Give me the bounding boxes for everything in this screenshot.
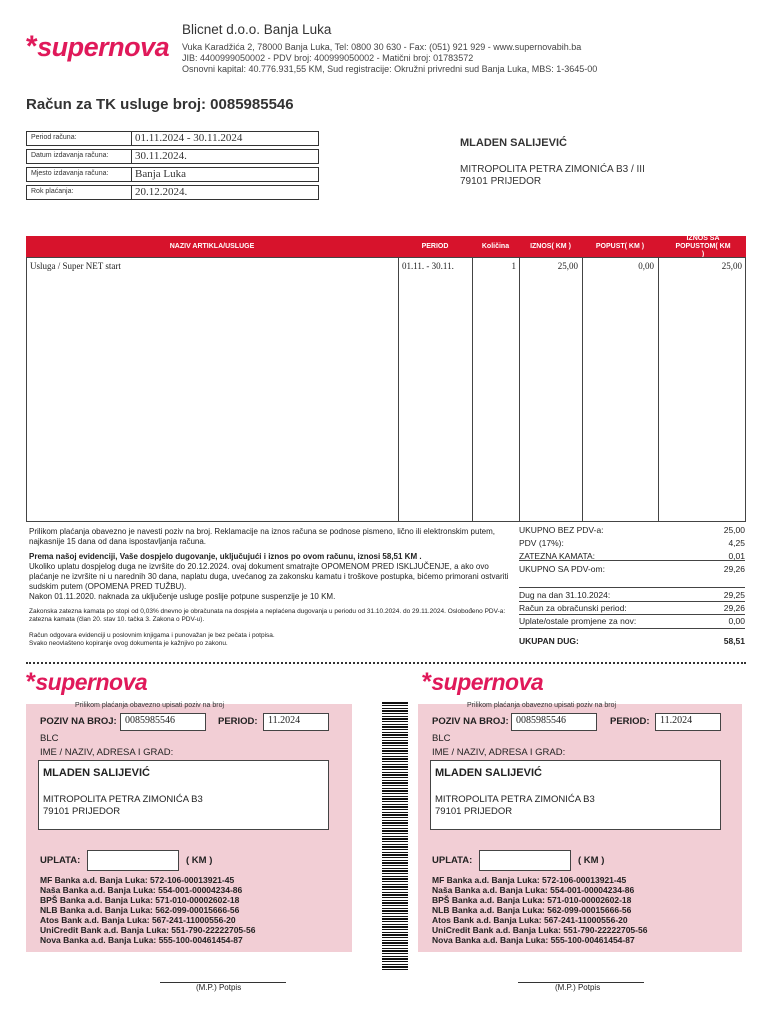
meta-due-date <box>26 185 319 200</box>
slip-km-label: ( KM ) <box>578 855 605 866</box>
signature-label-right: (M.P.) Potpis <box>555 983 601 992</box>
slip-address2: 79101 PRIJEDOR <box>435 806 513 817</box>
debt-label: Dug na dan 31.10.2024: <box>519 590 611 600</box>
company-line2: JIB: 4400999050002 - PDV broj: 400999050002 - Matični broj: 01783572 <box>182 53 474 63</box>
note-reconnect: Nakon 01.11.2020. naknada za uključenje usluge poslije potpune suspenzije je 10 KM. <box>29 592 336 601</box>
slip-blc: BLC <box>432 733 451 744</box>
note-interest: Zakonska zatezna kamata po stopi od 0,03% dnevno je obračunata na dospjela a neplaćena dugovanja u periodu od 31.10.2024. do 29.11.2024. Oslobođeno PDV-a: zatezna kamata (član 20. stav 10. tačka 3. Zakona o PDV-u). <box>29 608 506 623</box>
cut-line <box>26 662 746 664</box>
item-name: Usluga / Super NET start <box>30 261 121 271</box>
note-warning: Ukoliko uplatu dospjelog duga ne izvršite do 20.12.2024. ovaj dokument smatrajte OPOMENOM PRED ISKLJUČENJE, a ako ovo plaćanje ne izvršite ni u narednih 30 dana, naplatu duga, uvećanog za zakonsku kamatu i troškove postupka, bićemo primorani ostvariti sudskim putem (OPOMENA PRED TUŽBU). <box>29 562 509 591</box>
item-qty: 1 <box>511 261 516 271</box>
note-reclamation: Prilikom plaćanja obavezno je navesti poziv na broj. Reklamacije na iznos računa se podnose pismeno, lično ili elektronskim putem, najkasnije 15 dana od dana ispostavljanja računa. <box>29 527 496 546</box>
logo-text: supernova <box>431 669 544 695</box>
slip-poziv-field[interactable]: 0085985546 <box>511 713 597 731</box>
item-total: 25,00 <box>721 261 742 271</box>
col-header-period: PERIOD <box>421 242 449 250</box>
invoice-title: Račun za TK usluge broj: 0085985546 <box>26 96 294 113</box>
bank-line: NLB Banka a.d. Banja Luka: 562-099-00015666-56 <box>432 905 632 915</box>
summary-label: UKUPNO BEZ PDV-a: <box>519 525 604 535</box>
item-amount: 25,00 <box>557 261 578 271</box>
slip-note: Prilikom plaćanja obavezno upisati poziv na broj <box>75 702 225 709</box>
slip-poziv-field[interactable]: 0085985546 <box>120 713 206 731</box>
slip-address2: 79101 PRIJEDOR <box>43 806 121 817</box>
slip-name-label: IME / NAZIV, ADRESA I GRAD: <box>40 747 174 758</box>
summary-row <box>519 525 745 535</box>
company-logo <box>26 30 169 64</box>
total-debt-label: UKUPAN DUG: <box>519 636 579 646</box>
slip-address-box[interactable] <box>430 760 721 830</box>
slip-blc: BLC <box>40 733 59 744</box>
customer-address2: 79101 PRIJEDOR <box>460 176 542 187</box>
signature-label-left: (M.P.) Potpis <box>196 983 242 992</box>
logo-star-icon: * <box>422 668 432 696</box>
slip-note: Prilikom plaćanja obavezno upisati poziv na broj <box>467 702 617 709</box>
slip-period-field[interactable]: 11.2024 <box>655 713 721 731</box>
slip-logo-left <box>26 668 147 697</box>
items-table-body <box>26 257 746 522</box>
logo-text: supernova <box>37 32 170 62</box>
slip-address1: MITROPOLITA PETRA ZIMONIĆA B3 <box>43 794 203 805</box>
total-debt-row <box>519 636 745 646</box>
bank-line: Atos Bank a.d. Banja Luka: 567-241-11000556-20 <box>432 915 628 925</box>
slip-uplata-label: UPLATA: <box>40 855 81 866</box>
slip-period-label: PERIOD: <box>610 716 650 727</box>
bank-line: MF Banka a.d. Banja Luka: 572-106-00013921-45 <box>40 875 235 885</box>
slip-address1: MITROPOLITA PETRA ZIMONIĆA B3 <box>435 794 595 805</box>
note-copy: Svako neovlašteno kopiranje ovog dokumenta je kažnjivo po zakonu. <box>29 640 228 647</box>
logo-text: supernova <box>35 669 148 695</box>
bank-line: UniCredit Bank a.d. Banja Luka: 551-790-22222705-56 <box>432 925 648 935</box>
bank-line: NLB Banka a.d. Banja Luka: 562-099-00015666-56 <box>40 905 240 915</box>
debt-row <box>519 616 745 626</box>
logo-star-icon: * <box>26 668 36 696</box>
notes-block <box>29 527 511 648</box>
bank-line: Naša Banka a.d. Banja Luka: 554-001-00004234-86 <box>432 885 635 895</box>
debt-label: Uplate/ostale promjene za nov: <box>519 616 637 626</box>
slip-poziv-label: POZIV NA BROJ: <box>40 716 117 727</box>
summary-value: 0,01 <box>728 551 745 561</box>
meta-label: Mjesto izdavanja računa: <box>31 170 109 177</box>
col-header-discount: POPUST( KM ) <box>595 242 645 250</box>
slip-name: MLADEN SALIJEVIĆ <box>435 767 542 779</box>
col-header-qty: Količina <box>481 242 510 250</box>
customer-name: MLADEN SALIJEVIĆ <box>460 137 567 149</box>
summary-value: 25,00 <box>723 525 745 535</box>
col-header-total: IZNOS SA POPUSTOM( KM ) <box>675 234 731 258</box>
debt-row <box>519 603 745 613</box>
meta-label: Period računa: <box>31 134 77 141</box>
meta-issue-date <box>26 149 319 164</box>
slip-logo-right <box>422 668 543 697</box>
slip-km-label: ( KM ) <box>186 855 213 866</box>
debt-value: 29,25 <box>723 590 745 600</box>
company-name: Blicnet d.o.o. Banja Luka <box>182 22 332 37</box>
slip-banks-right <box>432 875 647 945</box>
bank-line: Nova Banka a.d. Banja Luka: 555-100-00461454-87 <box>40 935 243 945</box>
logo-star-icon: * <box>26 30 38 63</box>
meta-value: Banja Luka <box>135 168 187 180</box>
bank-line: Nova Banka a.d. Banja Luka: 555-100-00461454-87 <box>432 935 635 945</box>
meta-period <box>26 131 319 146</box>
bank-line: Atos Bank a.d. Banja Luka: 567-241-11000556-20 <box>40 915 236 925</box>
company-line1: Vuka Karadžića 2, 78000 Banja Luka, Tel: 0800 30 630 - Fax: (051) 921 929 - www.supernovabih.ba <box>182 42 582 52</box>
note-debt-bold: Prema našoj evidenciji, Vaše dospjelo dugovanje, uključujući i iznos po ovom računu, iznosi 58,51 KM . <box>29 552 422 561</box>
barcode <box>382 702 408 972</box>
meta-issue-place <box>26 167 319 182</box>
meta-value: 30.11.2024. <box>135 150 187 162</box>
customer-address1: MITROPOLITA PETRA ZIMONIĆA B3 / III <box>460 164 645 175</box>
bank-line: MF Banka a.d. Banja Luka: 572-106-00013921-45 <box>432 875 627 885</box>
summary-label: ZATEZNA KAMATA: <box>519 551 596 561</box>
debt-row <box>519 590 745 600</box>
company-line3: Osnovni kapital: 40.776.931,55 KM, Sud registracije: Okružni privredni sud Banja Luka, MBS: 1-3645-00 <box>182 64 598 74</box>
slip-uplata-field[interactable] <box>87 850 179 871</box>
meta-value: 20.12.2024. <box>135 186 188 198</box>
col-header-amount: IZNOS( KM ) <box>530 242 571 250</box>
meta-value: 01.11.2024 - 30.11.2024 <box>135 132 243 144</box>
total-debt-value: 58,51 <box>723 636 745 646</box>
slip-uplata-field[interactable] <box>479 850 571 871</box>
summary-label: UKUPNO SA PDV-om: <box>519 564 605 574</box>
item-discount: 0,00 <box>638 261 654 271</box>
slip-uplata-label: UPLATA: <box>432 855 473 866</box>
bank-line: Naša Banka a.d. Banja Luka: 554-001-00004234-86 <box>40 885 243 895</box>
debt-label: Račun za obračunski period: <box>519 603 627 613</box>
summary-row <box>519 538 745 548</box>
meta-label: Datum izdavanja računa: <box>31 152 109 159</box>
slip-poziv-label: POZIV NA BROJ: <box>432 716 509 727</box>
slip-name-label: IME / NAZIV, ADRESA I GRAD: <box>432 747 566 758</box>
bank-line: UniCredit Bank a.d. Banja Luka: 551-790-22222705-56 <box>40 925 256 935</box>
items-table-header <box>26 236 746 257</box>
bank-line: BPŠ Banka a.d. Banja Luka: 571-010-00002602-18 <box>432 895 632 905</box>
note-validity: Račun odgovara evidenciji u poslovnim knjigama i punovažan je bez pečata i potpisa. <box>29 632 275 639</box>
slip-period-field[interactable]: 11.2024 <box>263 713 329 731</box>
bank-line: BPŠ Banka a.d. Banja Luka: 571-010-00002602-18 <box>40 895 240 905</box>
debt-value: 29,26 <box>723 603 745 613</box>
slip-name: MLADEN SALIJEVIĆ <box>43 767 150 779</box>
debt-value: 0,00 <box>728 616 745 626</box>
slip-banks-left <box>40 875 255 945</box>
summary-value: 4,25 <box>728 538 745 548</box>
item-period: 01.11. - 30.11. <box>402 261 454 271</box>
slip-period-label: PERIOD: <box>218 716 258 727</box>
summary-value: 29,26 <box>723 564 745 574</box>
meta-label: Rok plaćanja: <box>31 188 74 195</box>
summary-label: PDV (17%): <box>519 538 564 548</box>
col-header-name: NAZIV ARTIKLA/USLUGE <box>169 242 255 250</box>
slip-address-box[interactable] <box>38 760 329 830</box>
summary-total-vat <box>519 564 745 574</box>
